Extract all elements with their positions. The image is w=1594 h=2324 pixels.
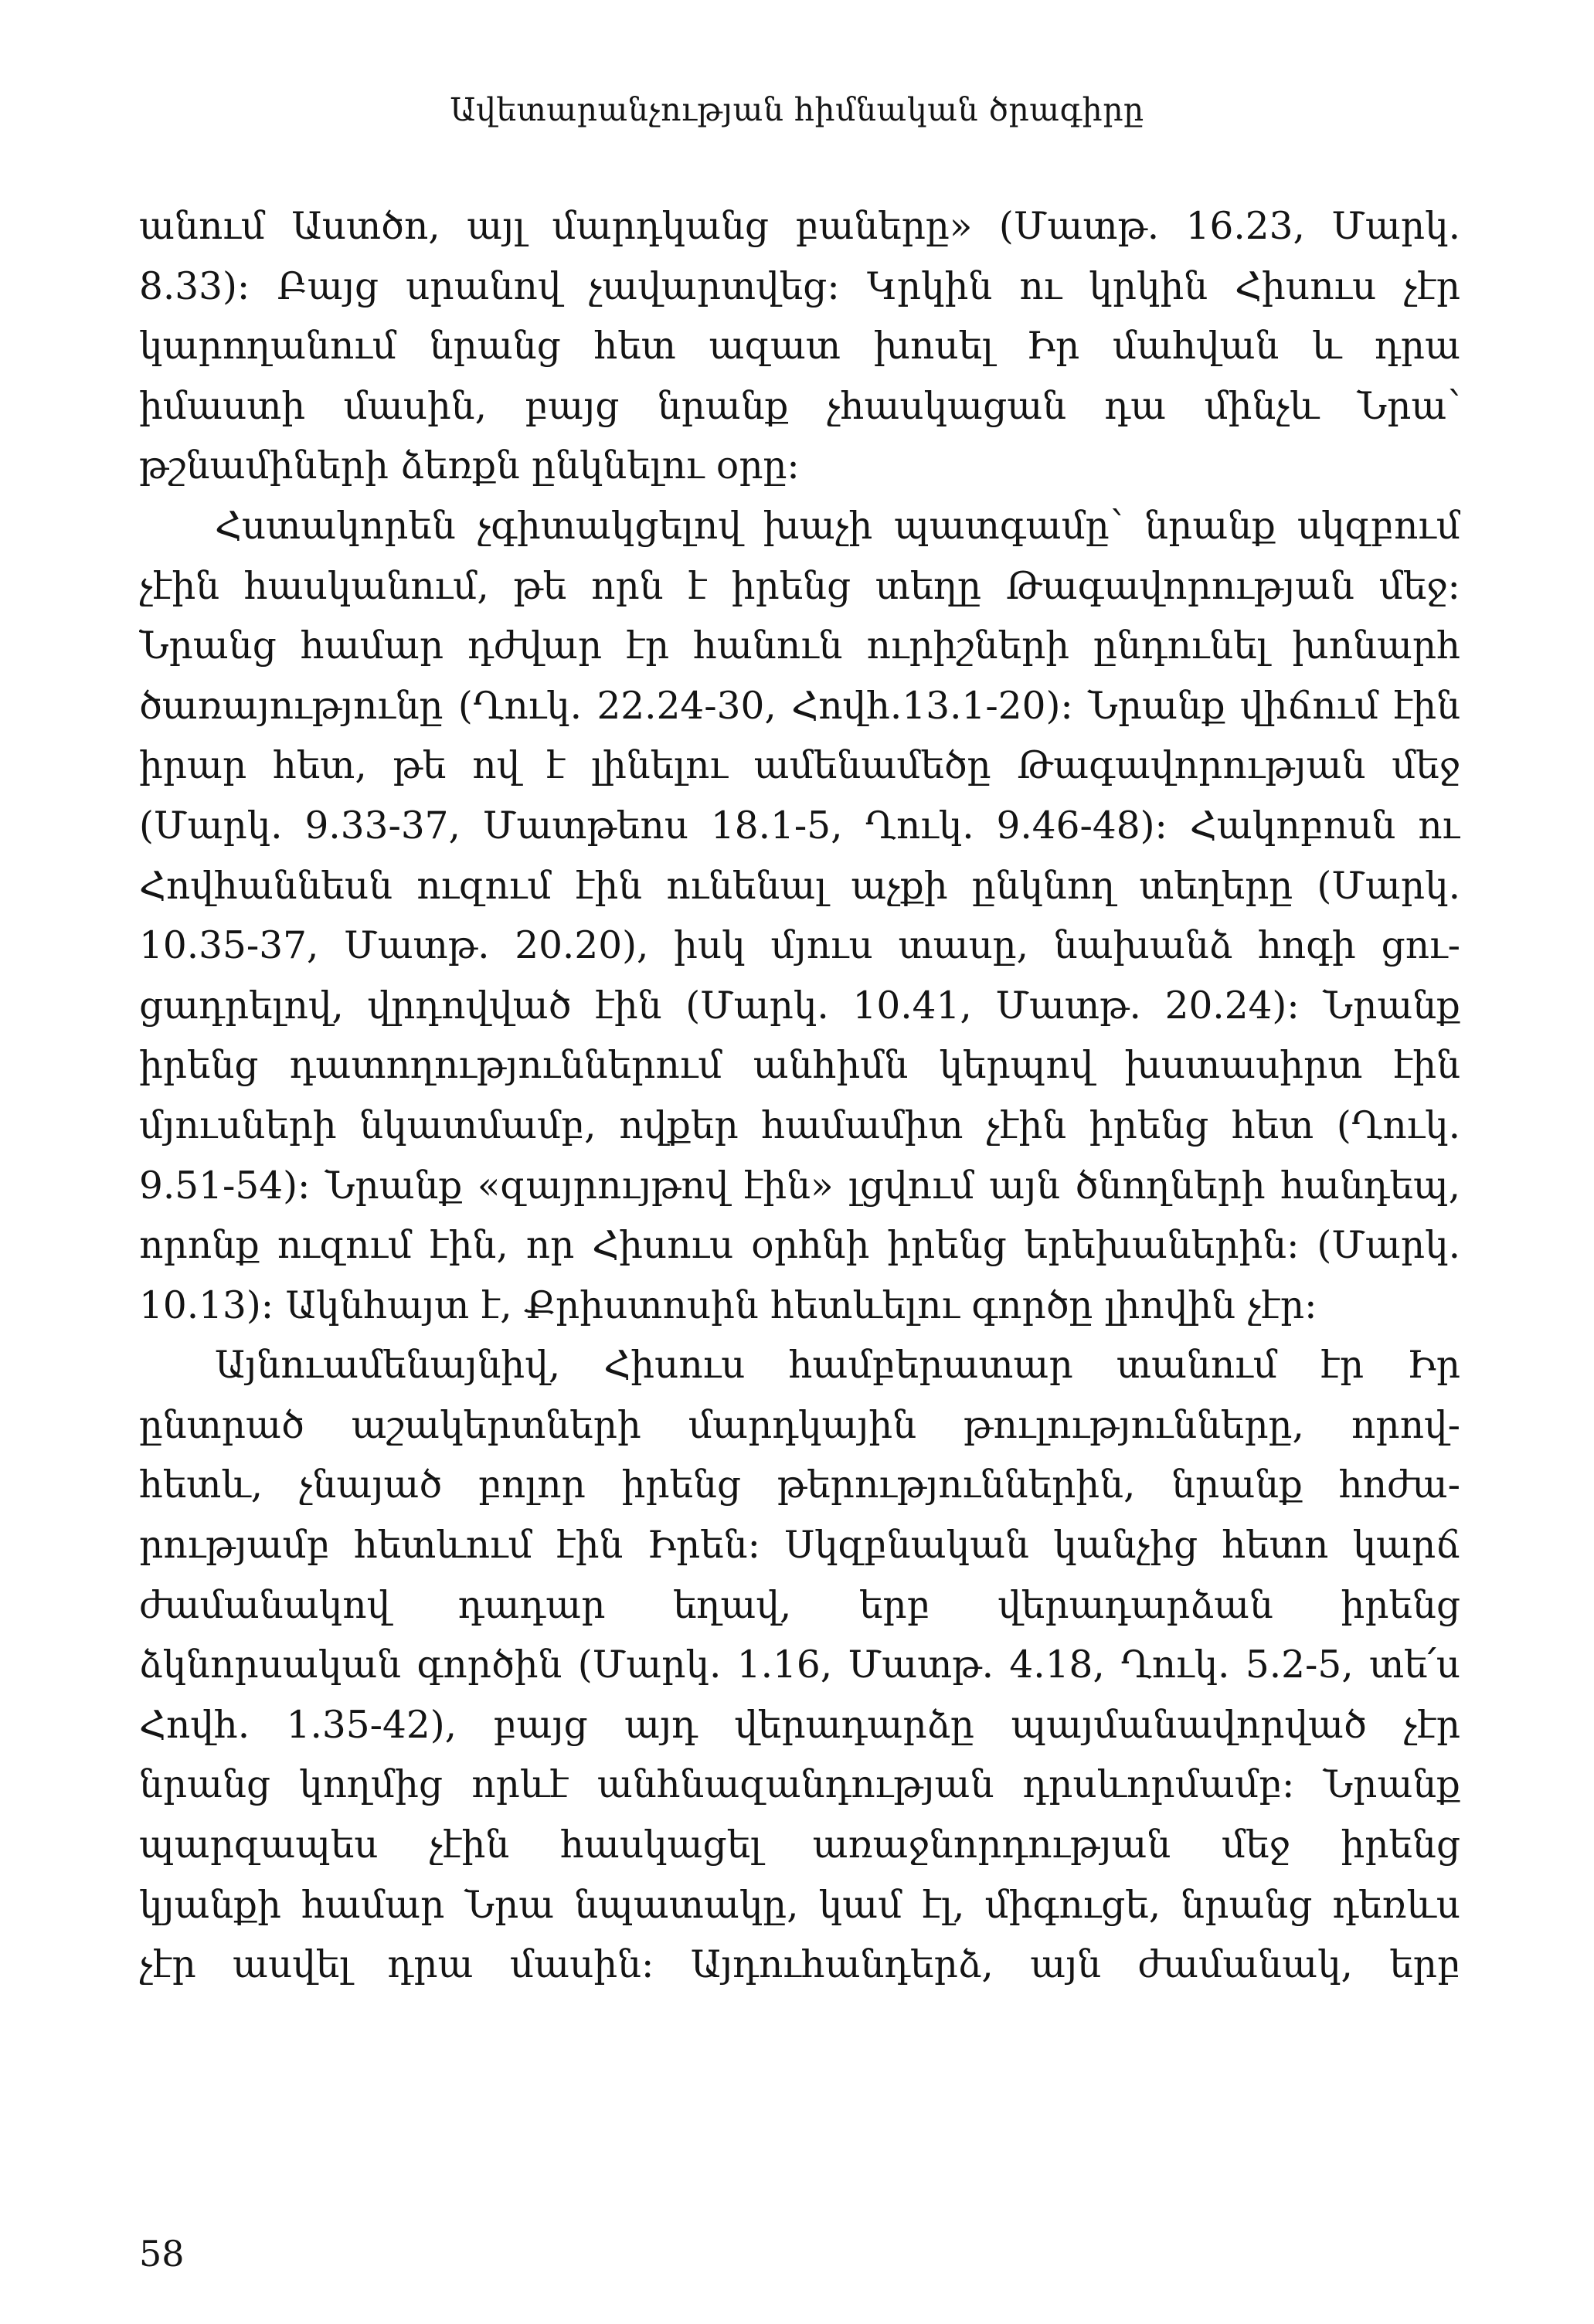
text-line: թշնամիների ձեռքն ընկնելու օրը։ — [139, 444, 800, 488]
text-line: անում Աստծո, այլ մարդկանց բաները» (Մատթ. 16.23, Մարկ. — [139, 205, 1460, 248]
text-line: չէր ասվել դրա մասին։ Այդուհանդերձ, այն ժամանակ, երբ — [139, 1943, 1460, 1987]
text-line: Հովհաննեսն ուզում էին ունենալ աչքի ընկնող տեղերը (Մարկ. — [139, 864, 1460, 908]
text-line: 10.13)։ Ակնհայտ է, Քրիստոսին հետևելու գործը լիովին չէր։ — [139, 1283, 1317, 1327]
text-line: կյանքի համար Նրա նպատակը, կամ էլ, միգուցե, նրանց դեռևս — [139, 1883, 1460, 1927]
paragraph-first-line: Հստակորեն չգիտակցելով խաչի պատգամը՝ նրանք սկզբում — [215, 504, 1460, 548]
page-number: 58 — [139, 2233, 185, 2275]
body-text — [139, 197, 1460, 1996]
text-line: (Մարկ. 9.33-37, Մատթեոս 18.1-5, Ղուկ. 9.46-48)։ Հակոբոսն ու — [139, 804, 1460, 848]
text-line: ձկնորսական գործին (Մարկ. 1.16, Մատթ. 4.18, Ղուկ. 5.2-5, տե՛ս — [139, 1643, 1460, 1687]
text-line: ծառայությունը (Ղուկ. 22.24-30, Հովհ.13.1-20)։ Նրանք վիճում էին — [139, 684, 1460, 728]
running-head: Ավետարանչության հիմնական ծրագիրը — [450, 91, 1144, 128]
text-line: իրար հետ, թե ով է լինելու ամենամեծը Թագավորության մեջ — [139, 744, 1460, 788]
text-line: որոնք ուզում էին, որ Հիսուս օրհնի իրենց երեխաներին։ (Մարկ. — [139, 1224, 1460, 1268]
paragraph-first-line: Այնուամենայնիվ, Հիսուս համբերատար տանում էր Իր — [215, 1344, 1460, 1388]
text-line: մյուսների նկատմամբ, ովքեր համամիտ չէին իրենց հետ (Ղուկ. — [139, 1103, 1460, 1147]
text-line: 8.33)։ Բայց սրանով չավարտվեց։ Կրկին ու կրկին Հիսուս չէր — [139, 264, 1460, 308]
text-line: 9.51-54)։ Նրանք «զայրույթով էին» լցվում այն ծնողների հանդեպ, — [139, 1164, 1460, 1208]
text-line: հետև, չնայած բոլոր իրենց թերություններին, նրանք հոժա- — [139, 1463, 1460, 1507]
text-line: նրանց կողմից որևէ անհնազանդության դրսևորմամբ։ Նրանք — [139, 1763, 1460, 1807]
text-line: իմաստի մասին, բայց նրանք չհասկացան դա մինչև Նրա՝ — [139, 384, 1460, 428]
text-line: 10.35-37, Մատթ. 20.20), իսկ մյուս տասը, նախանձ հոգի ցու- — [139, 924, 1460, 968]
text-line: ցադրելով, վրդովված էին (Մարկ. 10.41, Մատթ. 20.24)։ Նրանք — [139, 984, 1460, 1028]
text-line: պարզապես չէին հասկացել առաջնորդության մեջ իրենց — [139, 1823, 1460, 1867]
text-line: ընտրած աշակերտների մարդկային թուլությունները, որով- — [139, 1403, 1460, 1447]
text-line: րությամբ հետևում էին Իրեն։ Սկզբնական կանչից հետո կարճ — [139, 1524, 1460, 1568]
text-line: չէին հասկանում, թե որն է իրենց տեղը Թագավորության մեջ։ — [139, 564, 1460, 608]
text-line: կարողանում նրանց հետ ազատ խոսել Իր մահվան և դրա — [139, 324, 1460, 369]
text-line: Նրանց համար դժվար էր հանուն ուրիշների ընդունել խոնարհ — [139, 624, 1460, 668]
text-line: Հովհ. 1.35-42), բայց այդ վերադարձը պայմանավորված չէր — [139, 1703, 1460, 1747]
text-line: ժամանակով դադար եղավ, երբ վերադարձան իրենց — [139, 1583, 1460, 1627]
text-line: իրենց դատողություններում անհիմն կերպով խստասիրտ էին — [139, 1044, 1460, 1088]
